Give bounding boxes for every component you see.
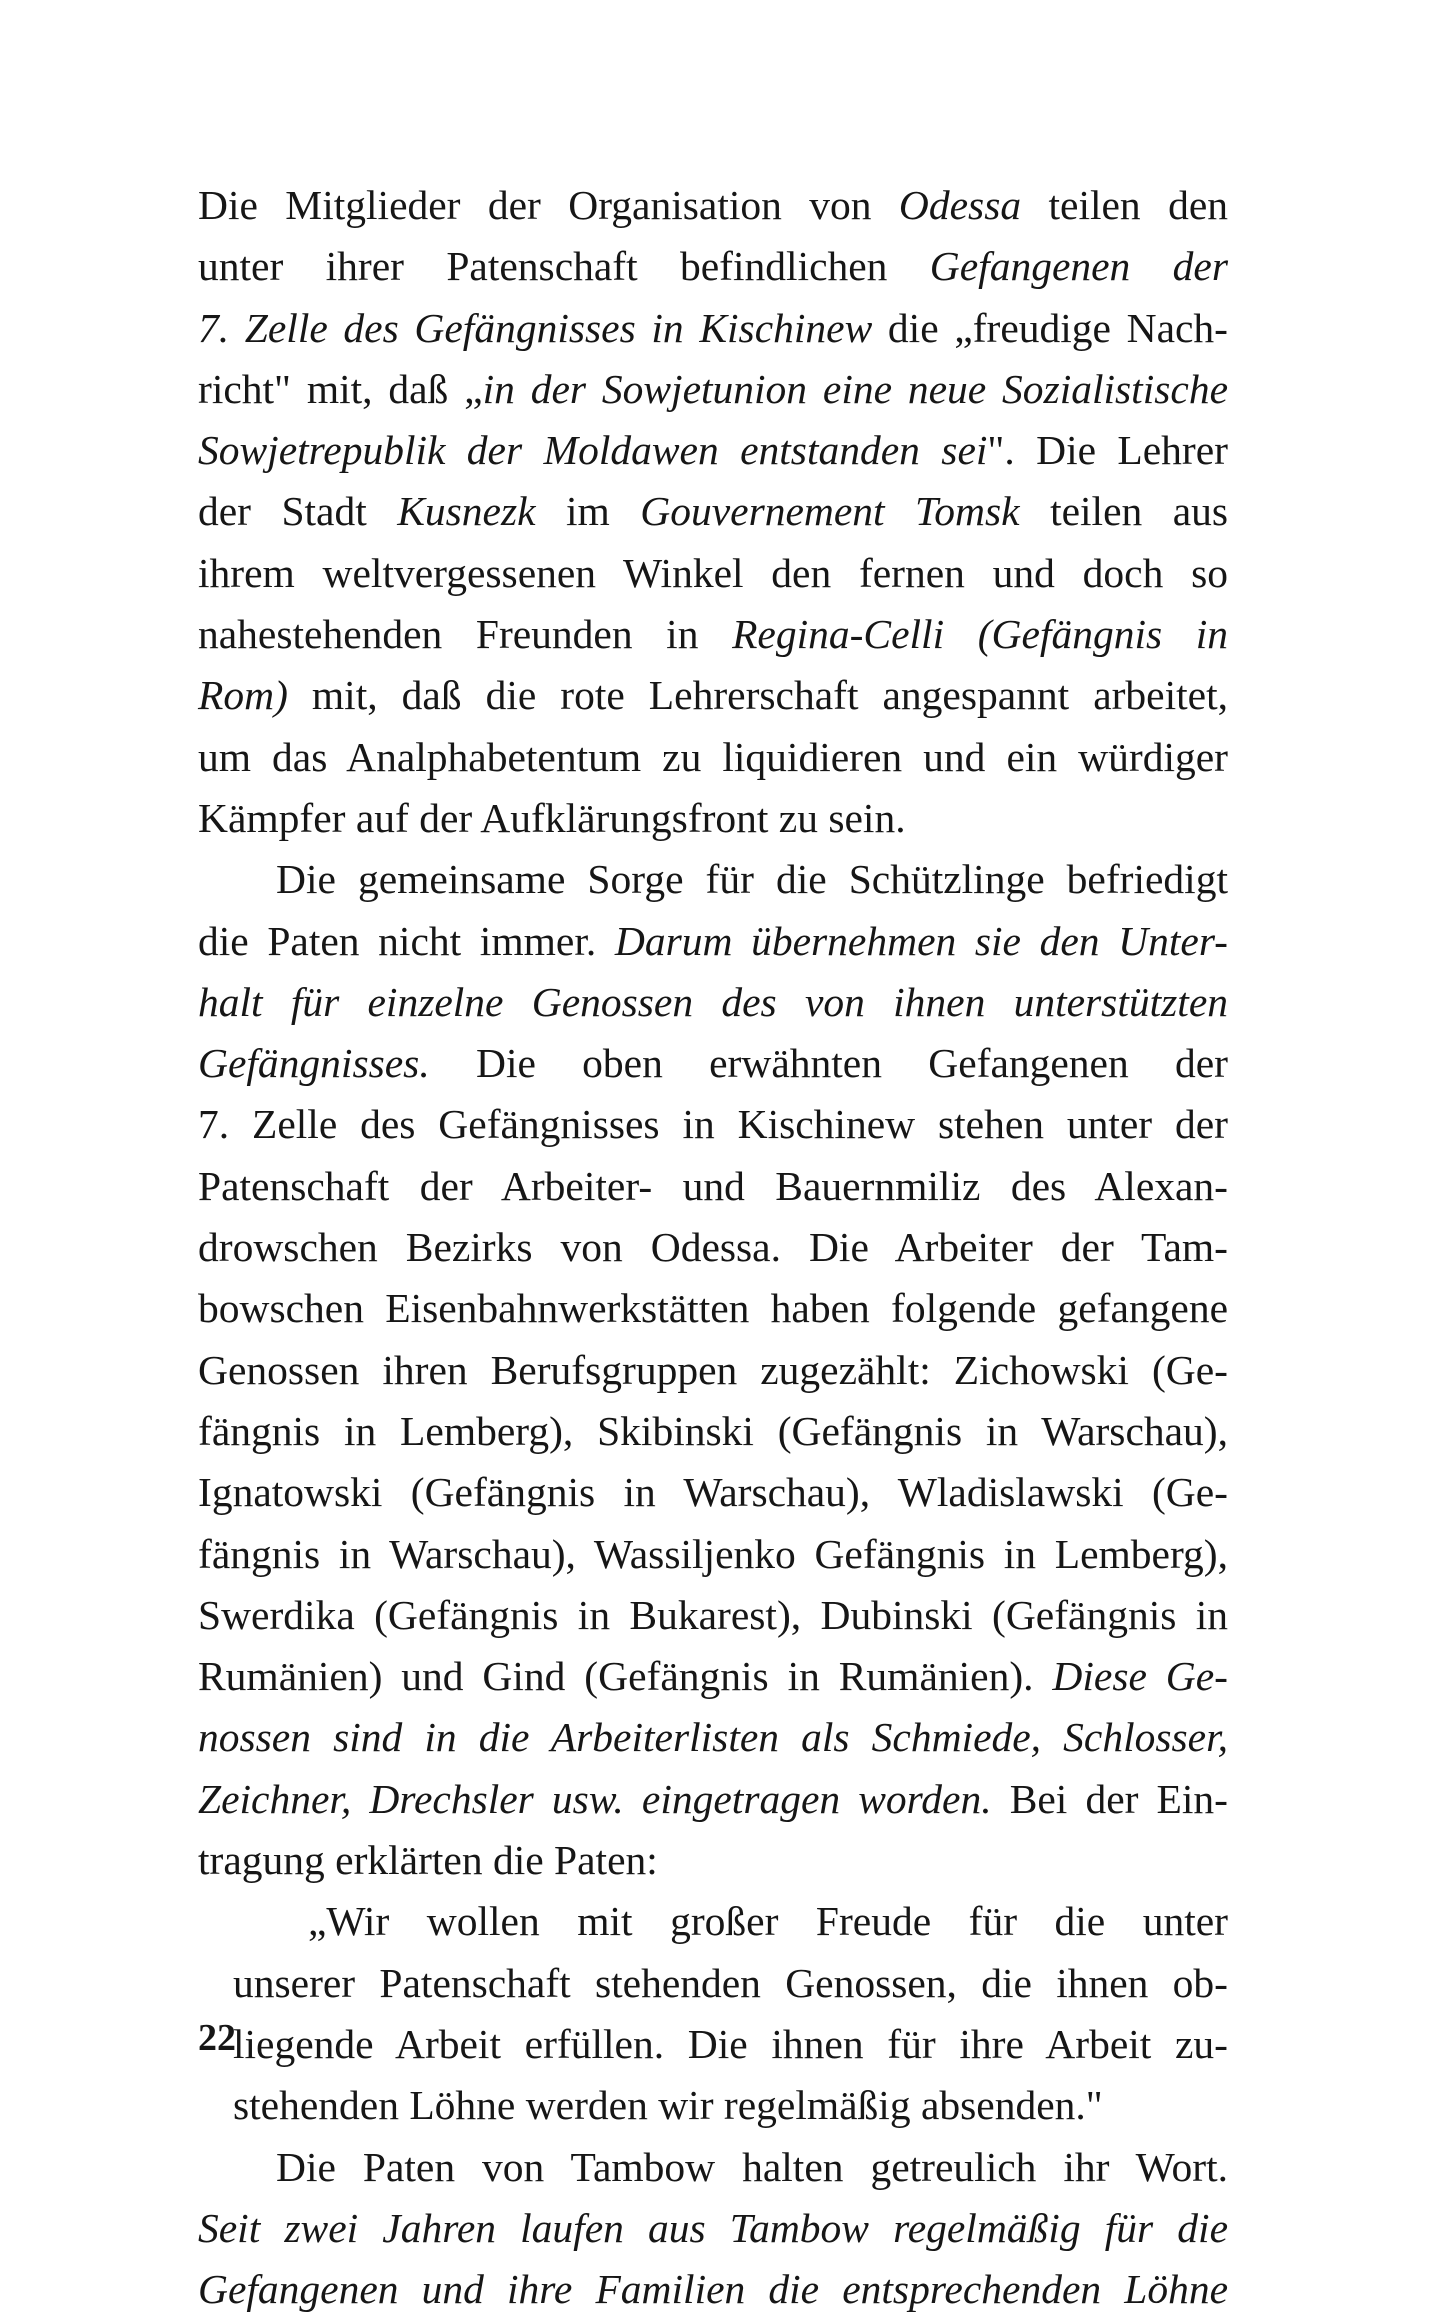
page-number: 22 (198, 2017, 236, 2059)
italic-text: Darum übernehmen sie den Unter- (614, 917, 1228, 964)
italic-text: Seit zwei Jahren laufen aus Tambow regelmäßig für die (198, 2204, 1228, 2251)
text-line (198, 1524, 1228, 1585)
text-line (198, 236, 1228, 297)
text-line (198, 911, 1228, 972)
italic-text: Zeichner, Drechsler usw. eingetragen worden. (198, 1775, 992, 1822)
body-text (198, 175, 1228, 2320)
text-line (198, 359, 1228, 420)
text-run: die „freudige Nach- (872, 304, 1228, 351)
text-run: „Wir wollen mit großer Freude für die unter (308, 1898, 1228, 1945)
text-line (198, 2137, 1228, 2198)
italic-text: Diese Ge- (1052, 1653, 1228, 1700)
text-run: drowschen Bezirks von Odessa. Die Arbeiter der Tam- (198, 1224, 1228, 1271)
italic-text: 7. Zelle des Gefängnisses in Kischinew (198, 304, 873, 351)
text-run: nahestehenden Freunden in (198, 611, 733, 658)
text-run: tragung erklärten die Paten: (198, 1837, 658, 1884)
text-line (198, 1891, 1228, 1952)
text-line (198, 2259, 1228, 2320)
text-line (198, 1156, 1228, 1217)
text-line (198, 1278, 1228, 1339)
text-line (198, 788, 1228, 849)
text-line (198, 2014, 1228, 2075)
text-line (198, 1033, 1228, 1094)
text-run: Patenschaft der Arbeiter- und Bauernmiliz des Alexan- (198, 1162, 1228, 1209)
text-line (198, 849, 1228, 910)
text-line (198, 1217, 1228, 1278)
text-run: die Paten nicht immer. (198, 917, 615, 964)
text-run: unter ihrer Patenschaft befindlichen (198, 243, 930, 290)
text-run: fängnis in Lemberg), Skibinski (Gefängnis in Warschau), (198, 1407, 1228, 1454)
text-run: Die gemeinsame Sorge für die Schützlinge befriedigt (276, 856, 1228, 903)
text-run: liegende Arbeit erfüllen. Die ihnen für ihre Arbeit zu- (233, 2020, 1228, 2067)
text-run: um das Analphabetentum zu liquidieren und ein würdiger (198, 733, 1228, 780)
text-line (198, 481, 1228, 542)
italic-text: Regina-Celli (Gefängnis in (732, 611, 1228, 658)
italic-text: Gefangenen der (929, 243, 1228, 290)
text-run: teilen den (1021, 182, 1228, 228)
text-run: stehenden Löhne werden wir regelmäßig absenden." (233, 2082, 1103, 2129)
text-run: richt" mit, daß „ (198, 365, 483, 412)
italic-text: halt für einzelne Genossen des von ihnen unterstützten (198, 978, 1228, 1025)
text-line (198, 420, 1228, 481)
text-line (198, 2075, 1228, 2136)
text-line (198, 175, 1228, 236)
text-line (198, 972, 1228, 1033)
italic-text: nossen sind in die Arbeiterlisten als Schmiede, Schlosser, (198, 1714, 1228, 1761)
italic-text: Kusnezk (397, 488, 536, 535)
text-line (198, 1401, 1228, 1462)
text-run: teilen aus (1019, 488, 1229, 535)
text-run: Die oben erwähnten Gefangenen der (429, 1040, 1228, 1087)
text-run: Rumänien) und Gind (Gefängnis in Rumänien). (198, 1653, 1053, 1700)
text-run: im (535, 488, 641, 535)
text-run: Die Mitglieder der Organisation von (198, 182, 899, 228)
text-run: unserer Patenschaft stehenden Genossen, die ihnen ob- (233, 1959, 1228, 2006)
text-run: Bei der Ein- (991, 1775, 1228, 1822)
text-run: der Stadt (198, 488, 398, 535)
italic-text: Sowjetrepublik der Moldawen entstanden sei (198, 427, 988, 474)
text-line (198, 1646, 1228, 1707)
text-run: Genossen ihren Berufsgruppen zugezählt: Zichowski (Ge- (198, 1346, 1228, 1393)
italic-text: Gefängnisses. (198, 1040, 430, 1087)
text-line (198, 665, 1228, 726)
text-line (198, 604, 1228, 665)
italic-text: Gouvernement Tomsk (640, 488, 1020, 535)
text-line (198, 1769, 1228, 1830)
text-run: fängnis in Warschau), Wassiljenko Gefängnis in Lemberg), (198, 1530, 1228, 1577)
text-run: ihrem weltvergessenen Winkel den fernen und doch so (198, 549, 1228, 596)
text-line (198, 1830, 1228, 1891)
text-run: ". Die Lehrer (987, 427, 1228, 474)
text-run: Kämpfer auf der Aufklärungsfront zu sein. (198, 794, 906, 841)
text-line (198, 1340, 1228, 1401)
italic-text: Rom) (198, 672, 288, 719)
text-line (198, 1707, 1228, 1768)
text-line (198, 727, 1228, 788)
text-run: 7. Zelle des Gefängnisses in Kischinew stehen unter der (198, 1101, 1228, 1148)
text-run: bowschen Eisenbahnwerkstätten haben folgende gefangene (198, 1285, 1228, 1332)
text-run: Swerdika (Gefängnis in Bukarest), Dubinski (Gefängnis in (198, 1591, 1228, 1638)
italic-text: Gefangenen und ihre Familien die entsprechenden Löhne (198, 2266, 1228, 2313)
text-run: mit, daß die rote Lehrerschaft angespannt arbeitet, (287, 672, 1228, 719)
italic-text: in der Sowjetunion eine neue Sozialistische (482, 365, 1228, 412)
text-line (198, 298, 1228, 359)
text-line (198, 1585, 1228, 1646)
text-line (198, 1094, 1228, 1155)
text-line (198, 2198, 1228, 2259)
text-line (198, 1462, 1228, 1523)
text-run: Ignatowski (Gefängnis in Warschau), Wladislawski (Ge- (198, 1469, 1228, 1516)
text-line (198, 1953, 1228, 2014)
text-run: Die Paten von Tambow halten getreulich ihr Wort. (276, 2143, 1228, 2190)
italic-text: Odessa (898, 182, 1022, 228)
text-line (198, 543, 1228, 604)
